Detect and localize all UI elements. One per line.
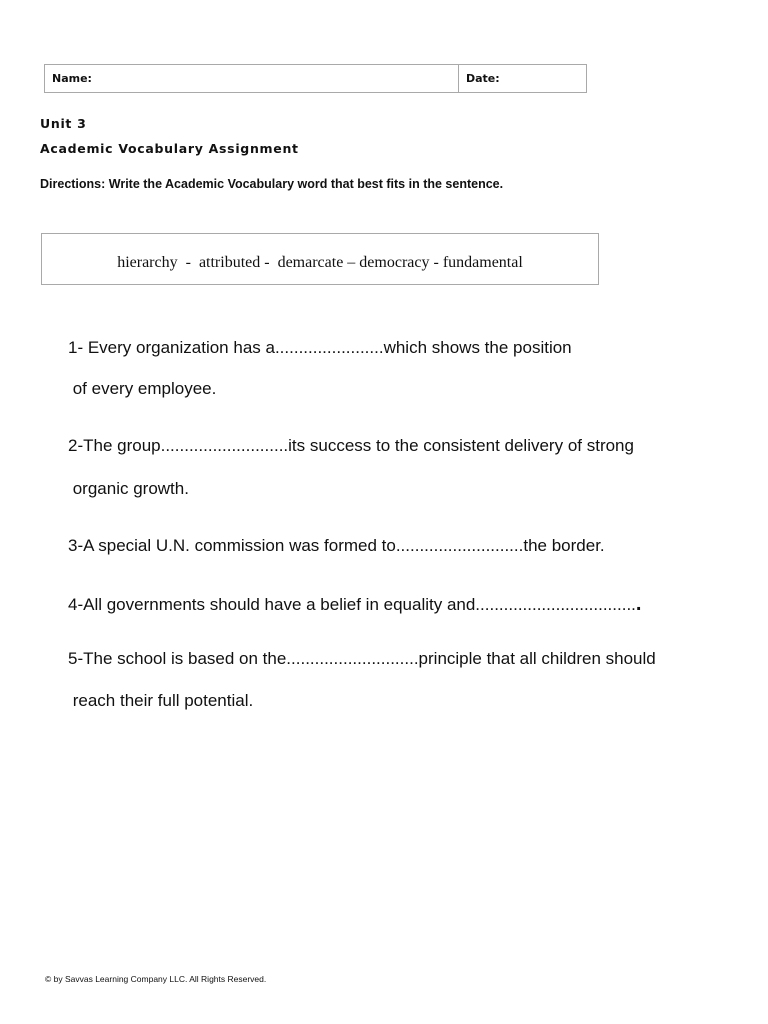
question-2-line-1: 2-The group...........................its success to the consistent delivery of strong [68, 436, 634, 455]
question-4-end-mark: . [635, 593, 642, 615]
directions-text: : Write the Academic Vocabulary word that best fits in the sentence. [101, 177, 504, 191]
assignment-title: Academic Vocabulary Assignment [40, 141, 299, 156]
question-4-line-1 [68, 593, 641, 616]
question-4-text: 4-All governments should have a belief in equality and.................................. [68, 595, 636, 614]
name-field[interactable] [45, 65, 459, 92]
date-field[interactable] [459, 65, 586, 92]
question-1-line-2: of every employee. [68, 379, 217, 398]
question-1-line-1: 1- Every organization has a.......................which shows the position [68, 338, 572, 357]
question-5-line-1: 5-The school is based on the............................principle that all children should [68, 649, 656, 668]
date-label: Date: [466, 72, 500, 85]
question-2-line-2: organic growth. [68, 479, 189, 498]
word-bank: hierarchy - attributed - demarcate – democracy - fundamental [41, 233, 599, 285]
name-label: Name: [52, 72, 92, 85]
directions [40, 177, 503, 191]
question-5-line-2: reach their full potential. [68, 691, 254, 710]
name-date-table [44, 64, 587, 93]
directions-label: Directions [40, 177, 102, 191]
unit-heading: Unit 3 [40, 116, 87, 131]
copyright-footer: © by Savvas Learning Company LLC. All Rights Reserved. [45, 974, 267, 984]
question-3-line-1: 3-A special U.N. commission was formed to...........................the border. [68, 536, 605, 555]
